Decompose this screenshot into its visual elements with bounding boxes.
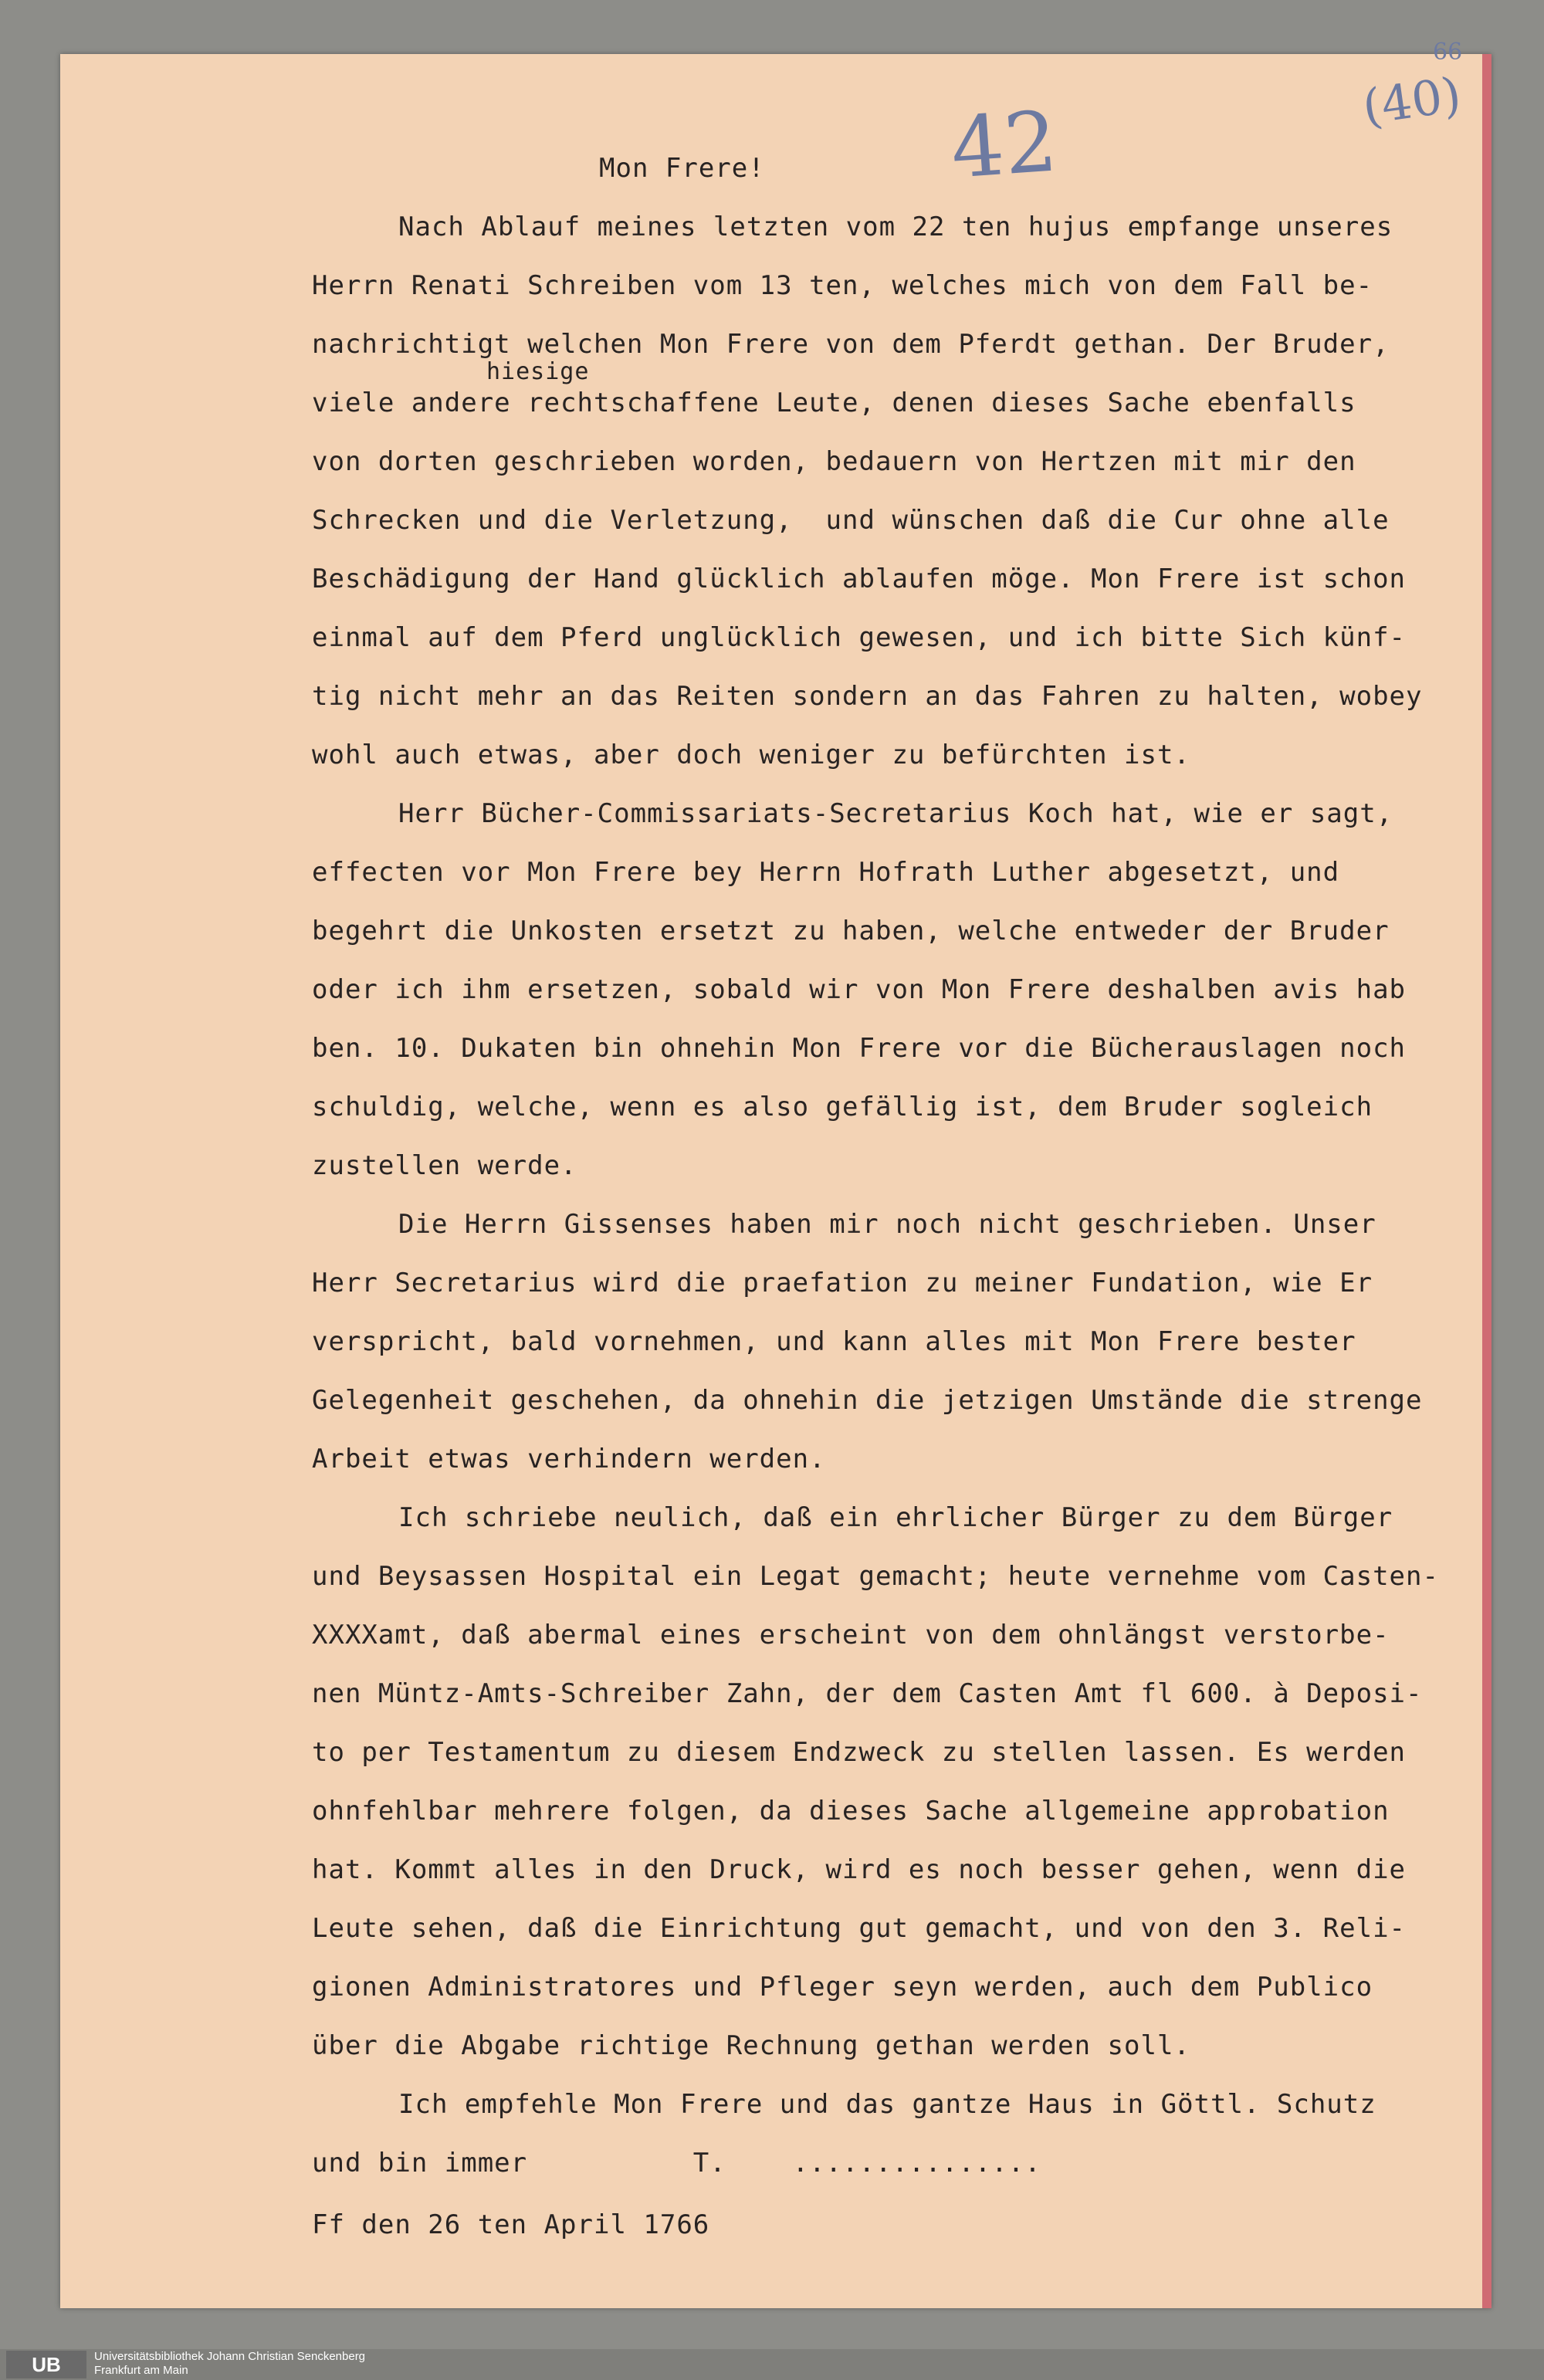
text-line: XXXXamt, daß abermal eines erscheint von dem ohnlängst verstorbe- — [312, 1620, 1390, 1650]
text-line: begehrt die Unkosten ersetzt zu haben, welche entweder der Bruder — [312, 916, 1390, 946]
text-line: gionen Administratores und Pfleger seyn werden, auch dem Publico — [312, 1972, 1373, 2003]
text-line: nachrichtigt welchen Mon Frere von dem Pferdt gethan. Der Bruder, — [312, 329, 1390, 360]
text-line: Herr Secretarius wird die praefation zu meiner Fundation, wie Er — [312, 1268, 1373, 1298]
text-line: oder ich ihm ersetzen, sobald wir von Mon Frere deshalben avis hab — [312, 974, 1407, 1005]
text-line: Schrecken und die Verletzung, und wünschen daß die Cur ohne alle — [312, 505, 1390, 536]
text-line: viele andere rechtschaffene Leute, denen dieses Sache ebenfalls — [312, 388, 1356, 418]
text-line: Leute sehen, daß die Einrichtung gut gemacht, und von den 3. Reli- — [312, 1913, 1407, 1944]
text-line: Nach Ablauf meines letzten vom 22 ten hujus empfange unseres — [398, 212, 1393, 242]
text-line: effecten vor Mon Frere bey Herrn Hofrath Luther abgesetzt, und — [312, 857, 1340, 888]
text-line: nen Müntz-Amts-Schreiber Zahn, der dem Casten Amt fl 600. à Deposi- — [312, 1678, 1423, 1709]
text-line: verspricht, bald vornehmen, und kann alles mit Mon Frere bester — [312, 1326, 1356, 1357]
text-line: schuldig, welche, wenn es also gefällig ist, dem Bruder sogleich — [312, 1092, 1373, 1122]
text-line: Herr Bücher-Commissariats-Secretarius Koch hat, wie er sagt, — [398, 798, 1393, 829]
text-line: ben. 10. Dukaten bin ohnehin Mon Frere vor die Bücherauslagen noch — [312, 1033, 1407, 1064]
text-line: über die Abgabe richtige Rechnung gethan werden soll. — [312, 2030, 1190, 2061]
library-name: Universitätsbibliothek Johann Christian Senckenberg — [94, 2350, 366, 2363]
folio-number-main: 42 — [947, 93, 1061, 198]
text-line: wohl auch etwas, aber doch weniger zu befürchten ist. — [312, 740, 1190, 770]
folio-number-small: 66 — [1433, 39, 1463, 66]
text-line: Arbeit etwas verhindern werden. — [312, 1444, 826, 1474]
library-logo: UB — [6, 2351, 86, 2378]
text-line: ohnfehlbar mehrere folgen, da dieses Sache allgemeine approbation — [312, 1796, 1390, 1826]
library-city: Frankfurt am Main — [94, 2364, 188, 2377]
text-line: Beschädigung der Hand glücklich ablaufen möge. Mon Frere ist schon — [312, 564, 1407, 594]
text-line: und Beysassen Hospital ein Legat gemacht; heute vernehme vom Casten- — [312, 1561, 1439, 1592]
text-line: Gelegenheit geschehen, da ohnehin die jetzigen Umstände die strenge — [312, 1385, 1423, 1416]
closing-line: und bin immer T. ............... — [312, 2148, 1041, 2179]
date-line: Ff den 26 ten April 1766 — [312, 2209, 710, 2240]
text-line: Die Herrn Gissenses haben mir noch nicht geschrieben. Unser — [398, 1209, 1376, 1240]
text-line: von dorten geschrieben worden, bedauern von Hertzen mit mir den — [312, 446, 1356, 477]
text-line: Ich schriebe neulich, daß ein ehrlicher Bürger zu dem Bürger — [398, 1502, 1393, 1533]
folio-number-side: (40) — [1359, 66, 1464, 136]
text-line: Herrn Renati Schreiben vom 13 ten, welches mich von dem Fall be- — [312, 270, 1373, 301]
paper-edge — [1482, 54, 1492, 2308]
salutation: Mon Frere! — [599, 153, 765, 184]
text-line: zustellen werde. — [312, 1150, 577, 1181]
insert-word: hiesige — [486, 358, 590, 385]
text-line: Ich empfehle Mon Frere und das gantze Haus in Göttl. Schutz — [398, 2089, 1376, 2120]
text-line: to per Testamentum zu diesem Endzweck zu stellen lassen. Es werden — [312, 1737, 1407, 1768]
text-line: tig nicht mehr an das Reiten sondern an das Fahren zu halten, wobey — [312, 681, 1423, 712]
text-line: einmal auf dem Pferd unglücklich gewesen, und ich bitte Sich künf- — [312, 622, 1407, 653]
text-line: hat. Kommt alles in den Druck, wird es noch besser gehen, wenn die — [312, 1854, 1407, 1885]
